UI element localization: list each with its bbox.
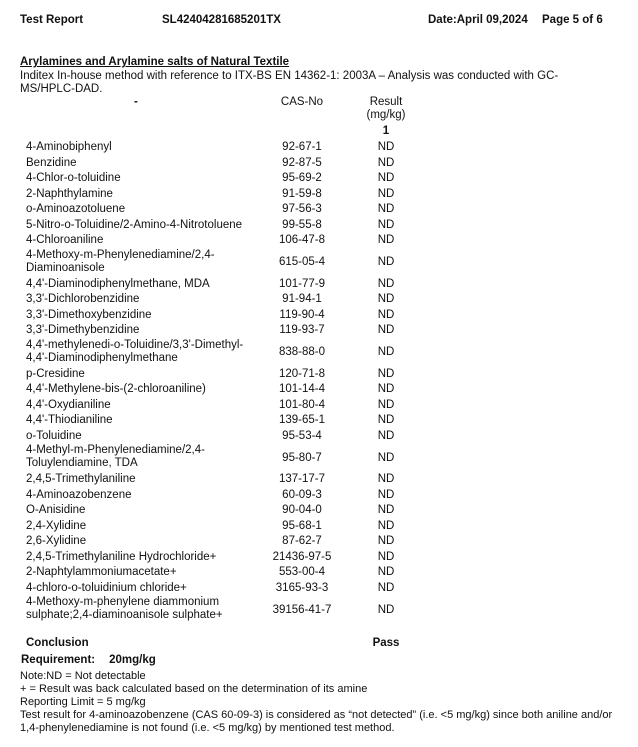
substance-name: 4-Chlor-o-toluidine	[26, 172, 121, 185]
note-plus: + = Result was back calculated based on the determination of its amine	[20, 683, 368, 695]
substance-name: o-Toluidine	[26, 429, 82, 442]
cas-number: 139-65-1	[278, 414, 326, 427]
table-row	[0, 308, 638, 324]
table-row	[0, 472, 638, 488]
table-row	[0, 292, 638, 308]
result-value: ND	[377, 566, 395, 579]
result-value: ND	[377, 324, 395, 337]
table-row	[0, 339, 638, 367]
table-row	[0, 233, 638, 249]
table-row	[0, 249, 638, 277]
result-value: ND	[377, 172, 395, 185]
results-table	[0, 140, 638, 624]
substance-name: 4,4'-Thiodianiline	[26, 414, 113, 427]
substance-name: 3,3'-Dimethybenzidine	[26, 324, 140, 337]
substance-name: 2-Naphthylamine	[26, 187, 113, 200]
cas-number: 91-94-1	[282, 293, 322, 306]
table-row	[0, 429, 638, 445]
cas-number: 95-68-1	[282, 519, 322, 532]
note-nd: Note:ND = Not detectable	[20, 670, 146, 682]
cas-number: 119-90-4	[279, 308, 325, 321]
cas-number: 97-56-3	[282, 203, 322, 216]
table-row	[0, 277, 638, 293]
table-row	[0, 323, 638, 339]
substance-name: 2,4,5-Trimethylaniline	[26, 473, 136, 486]
result-value: ND	[377, 256, 395, 268]
cas-number: 101-14-4	[278, 383, 326, 396]
section-title: Arylamines and Arylamine salts of Natural Textile	[20, 56, 290, 68]
table-row	[0, 503, 638, 519]
result-value: ND	[377, 383, 395, 396]
cas-number: 615-05-4	[278, 256, 326, 268]
table-row	[0, 218, 638, 234]
substance-name: 4-Methyl-m-Phenylenediamine/2,4-Toluylendiamine, TDA	[26, 444, 205, 469]
result-value: ND	[377, 414, 395, 427]
result-value: ND	[377, 535, 395, 548]
table-row	[0, 367, 638, 383]
substance-name: 3,3'-Dichlorobenzidine	[26, 293, 140, 306]
requirement	[21, 654, 156, 666]
cas-number: 101-77-9	[278, 277, 326, 290]
cas-number: 91-59-8	[282, 187, 322, 200]
column-header-cas: CAS-No	[280, 96, 324, 108]
result-value: ND	[377, 203, 395, 216]
result-value: ND	[377, 519, 395, 532]
table-row	[0, 444, 638, 472]
cas-number: 3165-93-3	[275, 581, 329, 594]
table-row	[0, 202, 638, 218]
result-value: ND	[377, 293, 395, 306]
substance-name: 4-Methoxy-m-Phenylenediamine/2,4-Diaminoanisole	[26, 248, 215, 274]
substance-name: 3,3'-Dimethoxybenzidine	[26, 308, 152, 321]
result-value: ND	[377, 451, 395, 464]
result-value: ND	[377, 234, 395, 247]
table-row	[0, 596, 638, 624]
substance-name: 2-Naphtylammoniumacetate+	[26, 566, 177, 579]
cas-number: 101-80-4	[278, 398, 326, 411]
requirement-value: 20mg/kg	[109, 654, 156, 666]
result-value: ND	[377, 603, 395, 616]
substance-name: 2,4,5-Trimethylaniline Hydrochloride+	[26, 550, 217, 563]
cas-number: 106-47-8	[278, 234, 326, 247]
substance-name: 4,4'-methylenedi-o-Toluidine/3,3'-Dimethyl-4,4'-Diaminodiphenylmethane	[26, 338, 244, 364]
result-value: ND	[377, 346, 395, 358]
cas-number: 90-04-0	[282, 504, 322, 517]
report-number: SL42404281685201TX	[162, 14, 281, 26]
substance-name: 4-Aminoazobenzene	[26, 488, 132, 501]
substance-name: o-Aminoazotoluene	[26, 203, 126, 216]
substance-name: 4-chloro-o-toluidinium chloride+	[26, 581, 187, 594]
table-row	[0, 382, 638, 398]
report-header	[0, 14, 638, 30]
cas-number: 39156-41-7	[272, 603, 332, 616]
result-value: ND	[377, 218, 395, 231]
substance-name: 4,4'-Methylene-bis-(2-chloroaniline)	[26, 383, 206, 396]
cas-number: 99-55-8	[282, 218, 322, 231]
table-row	[0, 398, 638, 414]
result-value: ND	[377, 277, 395, 290]
table-row	[0, 550, 638, 566]
note-aminoazobenzene: Test result for 4-aminoazobenzene (CAS 60-09-3) is considered as “not detected” (i.e. <5 mg/kg) since both aniline and/or 1,4-phenylenediamine is not found (i.e. <5 mg/kg) by mentioned test method.	[20, 709, 613, 734]
table-row	[0, 534, 638, 550]
substance-name: Benzidine	[26, 156, 77, 169]
substance-name: 5-Nitro-o-Toluidine/2-Amino-4-Nitrotoluene	[26, 218, 243, 231]
column-header-result: Result (mg/kg)	[366, 96, 406, 121]
cas-number: 95-53-4	[282, 429, 322, 442]
table-row	[0, 156, 638, 172]
cas-number: 119-93-7	[279, 324, 325, 337]
column-header-sample: 1	[382, 125, 390, 137]
result-value: ND	[377, 187, 395, 200]
cas-number: 60-09-3	[282, 488, 322, 501]
cas-number: 92-67-1	[282, 141, 322, 154]
result-value: ND	[377, 156, 395, 169]
cas-number: 87-62-7	[282, 535, 322, 548]
note-reporting-limit: Reporting Limit = 5 mg/kg	[20, 696, 146, 708]
cas-number: 838-88-0	[278, 346, 326, 358]
method-description: Inditex In-house method with reference to ITX-BS EN 14362-1: 2003A – Analysis was conducted with GC-MS/HPLC-DAD.	[20, 70, 559, 95]
substance-name: p-Cresidine	[26, 367, 85, 380]
substance-name: 4,4'-Diaminodiphenylmethane, MDA	[26, 277, 210, 290]
report-date: Date:April 09,2024	[428, 14, 528, 26]
substance-name: 4-Aminobiphenyl	[26, 141, 112, 154]
table-row	[0, 581, 638, 597]
conclusion-value: Pass	[372, 637, 400, 649]
page-number: Page 5 of 6	[542, 14, 603, 26]
substance-name: 2,6-Xylidine	[26, 535, 87, 548]
table-row	[0, 171, 638, 187]
cas-number: 137-17-7	[278, 473, 326, 486]
result-value: ND	[377, 550, 395, 563]
column-header-name: -	[134, 96, 138, 108]
cas-number: 21436-97-5	[272, 550, 332, 563]
substance-name: 4,4'-Oxydianiline	[26, 398, 111, 411]
report-title: Test Report	[20, 14, 84, 26]
result-value: ND	[377, 504, 395, 517]
cas-number: 92-87-5	[282, 156, 322, 169]
result-value: ND	[377, 473, 395, 486]
table-row	[0, 519, 638, 535]
substance-name: 2,4-Xylidine	[26, 519, 87, 532]
result-value: ND	[377, 581, 395, 594]
result-value: ND	[377, 429, 395, 442]
substance-name: 4-Chloroaniline	[26, 234, 104, 247]
notes	[20, 670, 620, 735]
result-value: ND	[377, 308, 395, 321]
substance-name: 4-Methoxy-m-phenylene diammonium sulphate;2,4-diaminoanisole sulphate+	[26, 596, 223, 621]
table-row	[0, 488, 638, 504]
substance-name: O-Anisidine	[26, 504, 86, 517]
result-value: ND	[377, 141, 395, 154]
table-row	[0, 140, 638, 156]
cas-number: 95-69-2	[282, 172, 322, 185]
table-row	[0, 413, 638, 429]
result-value: ND	[377, 398, 395, 411]
cas-number: 95-80-7	[282, 451, 322, 464]
table-row	[0, 187, 638, 203]
requirement-label: Requirement:	[21, 654, 96, 666]
result-value: ND	[377, 488, 395, 501]
cas-number: 120-71-8	[278, 367, 326, 380]
table-row	[0, 565, 638, 581]
result-value: ND	[377, 367, 395, 380]
conclusion-label: Conclusion	[26, 637, 89, 649]
cas-number: 553-00-4	[278, 566, 326, 579]
